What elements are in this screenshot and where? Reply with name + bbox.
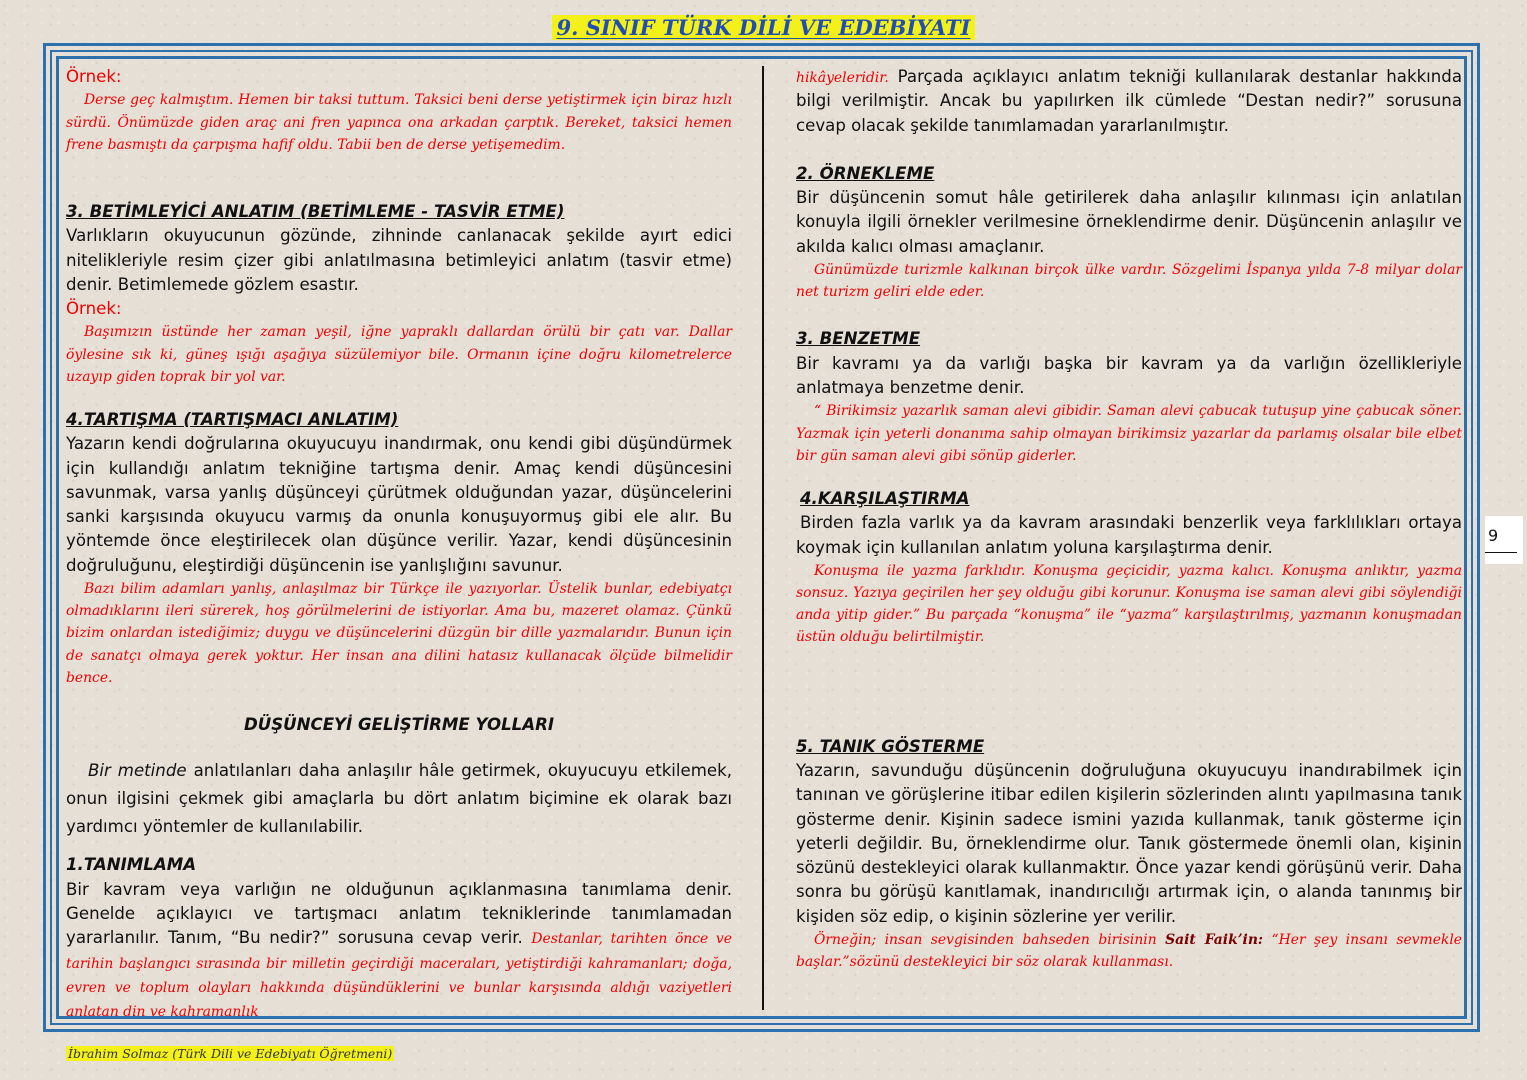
betimleyici-text: Varlıkların okuyucunun gözünde, zihninde canlanacak şekilde ayırt edici nitelikleriyle resim çizer gibi anlatılmasına betimleyici anlatım (tasvir etme) denir. Betimlemede gözlem esastır. (66, 226, 732, 294)
heading-tartisma: 4.TARTIŞMA (TARTIŞMACI ANLATIM) (66, 410, 399, 429)
page-title: 9. SINIF TÜRK DİLİ VE EDEBİYATI (0, 15, 1527, 40)
heading-karsilastirma: 4.KARŞILAŞTIRMA (800, 488, 970, 508)
example-label: Örnek: (66, 299, 122, 319)
heading-dusunceyi-gelistirme: DÜŞÜNCEYİ GELİŞTİRME YOLLARI (243, 715, 555, 735)
heading-betimleyici: 3. BETİMLEYİCİ ANLATIM (BETİMLEME - TASVİR ETME) (66, 201, 565, 221)
right-column (796, 65, 1462, 973)
heading-benzetme: 3. BENZETME (796, 329, 921, 349)
ornekleme-text: Bir düşüncenin somut hâle getirilerek daha anlaşılır kılınması için anlatılan konuyla ilgili örnekler verilmesine örneklendirme denir. Düşüncenin anlaşılır ve akılda kalıcı olması amaçlanır. (796, 188, 1462, 256)
example-text-tartisma: Bazı bilim adamları yanlış, anlaşılmaz bir Türkçe ile yazıyorlar. Üstelik bunlar, edebiyatçı olmadıklarını ileri sürerek, hoş görülmelerini de istiyorlar. Ama bu, mazeret olamaz. Çünkü bizim onlardan istediğimiz; duygu ve düşüncelerini düzgün bir dille yazmalarıdır. Bunun için de sanatçı olmaya gerek yoktur. Her insan ana dilini hatasız kullanacak ölçüde bilmelidir bence. (66, 581, 732, 686)
tanimlama-example: Destanlar, tarihten önce ve tarihin başlangıcı sırasında bir milletin geçirdiği maceraları, yetiştirdiği kahramanları; doğa, evren ve toplum olayları hakkında düşündüklerini ve bunlar karşısında aldığı vaziyetleri anlatan din ve kahramanlık (66, 931, 733, 1021)
heading-tanik-gosterme: 5. TANIK GÖSTERME (796, 736, 985, 756)
dgy-intro: Bir metinde anlatılanları daha anlaşılır hâle getirmek, okuyucuyu etkilemek, onun ilgisini çekmek gibi amaçlarla bu dört anlatım biçimine ek olarak bazı yardımcı yöntemler de kullanılabilir. (66, 761, 732, 837)
example-text-konusma-yazma: Konuşma ile yazma farklıdır. Konuşma geçicidir, yazma kalıcı. Konuşma anlıktır, yazma sonsuz. Yazıya geçirilen her şey olduğu gibi korunur. Konuşma ise saman alevi gibi söylendiği anda yitip gider.” Bu parçada “konuşma” ile “yazma” karşılaştırılmış, yazmanın konuşmadan üstün olduğu belirtilmiştir. (796, 562, 1462, 646)
example-text-forest: Başımızın üstünde her zaman yeşil, iğne yapraklı dallardan örülü bir çatı var. Dallar öylesine sık ki, güneş ışığı aşağıya süzülemiyor bile. Ormanın içine doğru kilometrelerce uzayıp giden toprak bir yol var. (66, 324, 732, 385)
example-label: Örnek: (66, 67, 122, 86)
footer-author: İbrahim Solmaz (Türk Dili ve Edebiyatı Öğretmeni) (68, 1046, 393, 1061)
benzetme-text: Bir kavramı ya da varlığı başka bir kavram ya da varlığın özellikleriyle anlatmaya benzetme denir. (796, 353, 1462, 398)
page-number-underline (1485, 552, 1517, 553)
tartisma-text: Yazarın kendi doğrularına okuyucuyu inandırmak, onu kendi gibi düşündürmek için kullandığı anlatım tekniğine tartışma denir. Amaç kendi düşüncesini savunmak, varsa yanlış düşünceyi çürütmek olduğundan yazar, düşüncelerini sanki karşısında okuyucu varmış da onunla konuşuyormuş gibi ele alır. Bu yöntemde önce eleştirilecek olan düşünce verilir. Yazar, kendi düşüncesinin doğruluğunu, eleştirdiği düşüncenin ise yanlışlığını savunur. (66, 434, 732, 575)
page-number: 9 (1488, 526, 1499, 545)
example-text-taxi: Derse geç kalmıştım. Hemen bir taksi tuttum. Taksici beni derse yetiştirmek için biraz hızlı sürdü. Önümüzde giden araç ani fren yapınca ona arkadan çarptık. Bereket, taksici hemen frene basmıştı da çarpışma hafif oldu. Tabii ben de derse yetişemedim. (66, 92, 732, 153)
page-number-tab (1485, 516, 1523, 564)
tanimlama-continued: hikâyeleridir. Parçada açıklayıcı anlatım tekniği kullanılarak destanlar hakkında bilgi verilmiştir. Ancak bu yapılırken ilk cümlede “Destan nedir?” sorusuna cevap olacak şekilde tanımlamadan yararlanılmıştır. (796, 67, 1463, 135)
heading-tanimlama: 1.TANIMLAMA (66, 855, 197, 875)
heading-ornekleme: 2. ÖRNEKLEME (796, 163, 935, 183)
quoted-author-name: Sait Faik’in: (1165, 932, 1264, 949)
karsilastirma-text: Birden fazla varlık ya da kavram arasındaki benzerlik veya farklılıkları ortaya koymak için kullanılan anlatım yoluna karşılaştırma denir. (796, 513, 1462, 557)
example-text-saman-alevi: “ Birikimsiz yazarlık saman alevi gibidir. Saman alevi çabucak tutuşup yine çabucak söner. Yazmak için yeterli donanıma sahip olmayan birikimsiz yazarlar da parlamış olsalar bile elbet bir gün saman alevi gibi sönüp giderler. (796, 403, 1462, 464)
column-divider (762, 66, 764, 1010)
left-column (66, 65, 732, 1023)
tanimlama-text: Bir kavram veya varlığın ne olduğunun açıklanmasına tanımlama denir. Genelde açıklayıcı ve tartışmacı anlatım tekniklerinde tanımlamadan yararlanılır. Tanım, “Bu nedir?” sorusuna cevap verir. Destanlar, tarihten önce ve tarihin başlangıcı sırasında bir milletin geçirdiği maceraları, yetiştirdiği kahramanları; doğa, evren ve toplum olayları hakkında düşündüklerini ve bunlar karşısında aldığı vaziyetleri anlatan din ve kahramanlık (66, 879, 733, 1021)
example-text-sait-faik: Örneğin; insan sevgisinden bahseden birisinin Sait Faik’in: “Her şey insanı sevmekle başlar.”sözünü destekleyici bir söz olarak kullanması. (796, 932, 1462, 971)
example-text-turizm: Günümüzde turizmle kalkınan birçok ülke vardır. Sözgelimi İspanya yılda 7-8 milyar dolar net turizm geliri elde eder. (796, 262, 1462, 301)
tanik-gosterme-text: Yazarın, savunduğu düşüncenin doğruluğuna okuyucuyu inandırabilmek için tanınan ve görüşlerine itibar edilen kişilerin sözlerinden alıntı yapılmasına tanık gösterme denir. Kişinin sadece ismini yazıda kullanmak, tanık gösterme için yeterli değildir. Bu, örneklendirme olur. Tanık göstermede önemli olan, kişinin sözünü destekleyici olarak kullanmaktır. Önce yazar kendi görüşünü verir. Daha sonra bu görüşü kanıtlamak, inandırıcılığı artırmak için, o alanda tanınmış bir kişiden söz edip, o kişinin sözlerine yer verilir. (796, 760, 1462, 926)
